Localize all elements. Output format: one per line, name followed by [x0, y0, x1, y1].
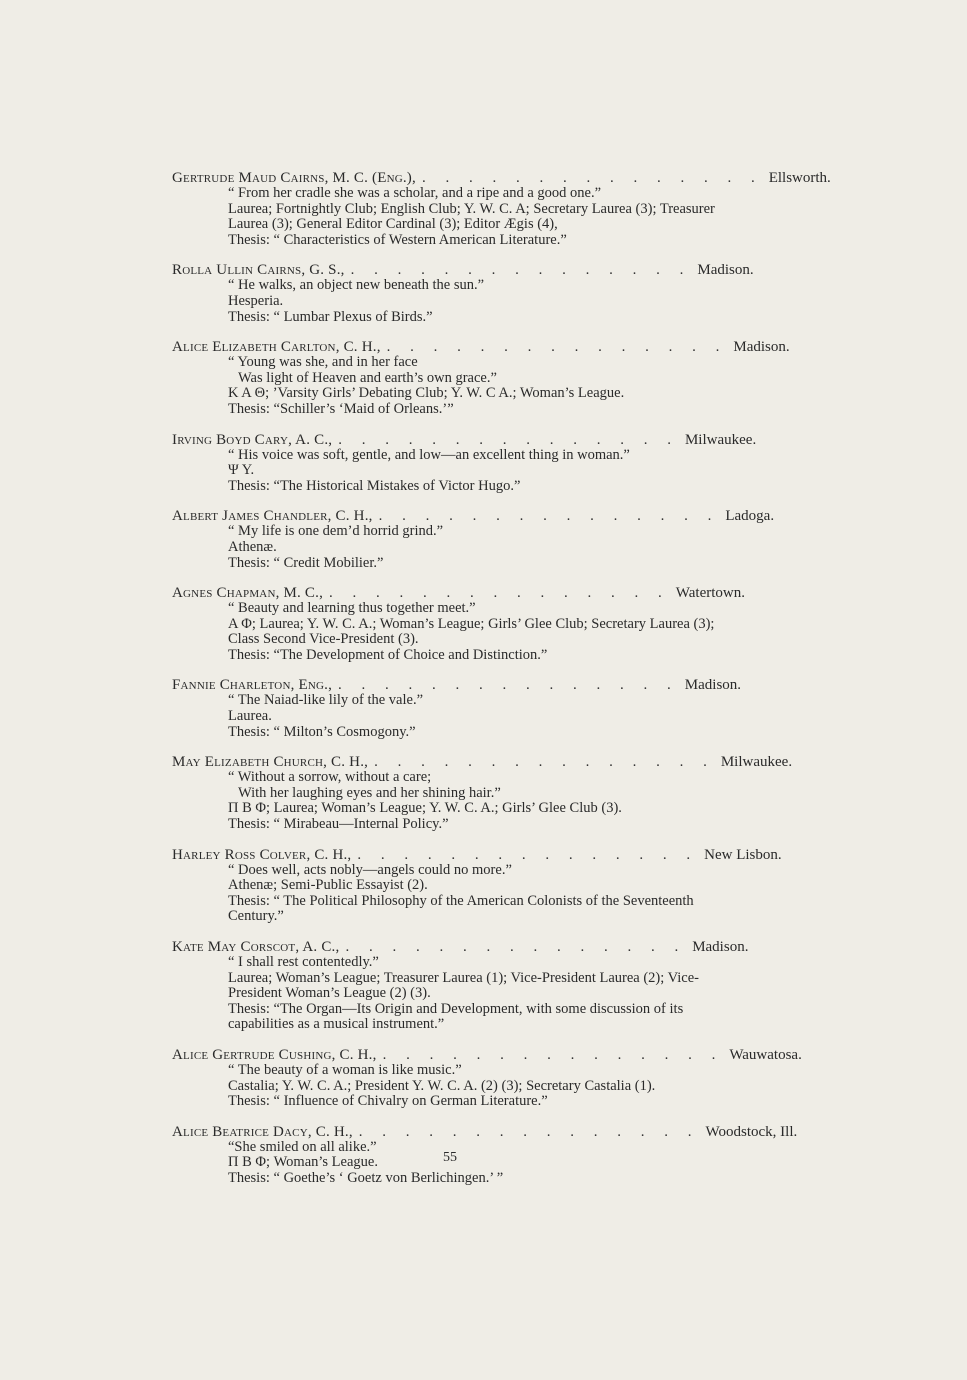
entry-thesis: Thesis: “The Historical Mistakes of Victor Hugo.”: [228, 477, 521, 494]
list-item: [172, 1046, 802, 1110]
entry-thesis: Thesis: “ Influence of Chivalry on German Literature.”: [228, 1093, 548, 1110]
entry-town: Madison.: [684, 677, 742, 694]
entry-quote: “ The Naiad-like lily of the vale.”: [228, 692, 423, 709]
list-item: [172, 677, 742, 740]
entry-quote: “ From her cradle she was a scholar, and a ripe and a good one.”: [228, 185, 602, 201]
entry-quote: Was light of Heaven and earth’s own grace.”: [238, 369, 497, 386]
leader-dots: . . . . . . . . . . . . . . .: [378, 508, 720, 525]
entry-name: Rolla Ullin Cairns, G. S.,: [172, 262, 345, 279]
entry-quote: “ Without a sorrow, without a care;: [228, 769, 432, 786]
entry-societies: Laurea; Fortnightly Club; English Club; Y. W. C. A; Secretary Laurea (3); Treasurer Laurea (3); General Editor Cardinal (3); Editor Ægis (4),: [228, 200, 715, 233]
entry-name: Harley Ross Colver, C. H.,: [172, 846, 352, 863]
entry-thesis: Thesis: “ The Political Philosophy of the American Colonists of the Seventeenth Century.”: [228, 892, 694, 925]
leader-dots: . . . . . . . . . . . . . . .: [350, 262, 692, 279]
leader-dots: . . . . . . . . . . . . . . .: [358, 1123, 700, 1140]
entry-quote: With her laughing eyes and her shining hair.”: [238, 784, 501, 801]
entry-thesis: Thesis: “ Milton’s Cosmogony.”: [228, 723, 416, 740]
entry-name: Alice Beatrice Dacy, C. H.,: [172, 1123, 353, 1140]
entry-societies: Hesperia.: [228, 292, 284, 309]
list-item: [172, 262, 754, 325]
leader-dots: . . . . . . . . . . . . . . .: [382, 1046, 724, 1063]
list-item: [172, 846, 782, 925]
entry-name: Irving Boyd Cary, A. C.,: [172, 431, 333, 448]
entry-societies: Π Β Φ; Woman’s League.: [228, 1154, 378, 1171]
leader-dots: . . . . . . . . . . . . . . .: [338, 431, 679, 448]
leader-dots: . . . . . . . . . . . . . . .: [345, 939, 687, 955]
entry-town: Madison.: [697, 262, 754, 279]
leader-dots: . . . . . . . . . . . . . . .: [329, 585, 670, 602]
entry-name: May Elizabeth Church, C. H.,: [172, 754, 369, 771]
entry-town: Milwaukee.: [720, 754, 793, 771]
entry-thesis: Thesis: “Schiller’s ‘Maid of Orleans.’”: [228, 400, 454, 417]
entry-thesis: Thesis: “ Mirabeau—Internal Policy.”: [228, 816, 449, 833]
entry-town: Woodstock, Ill.: [705, 1123, 798, 1140]
entry-quote: “She smiled on all alike.”: [228, 1138, 377, 1155]
entries-list: [172, 170, 831, 1201]
list-item: [172, 508, 775, 571]
list-item: [172, 585, 745, 663]
entry-town: Madison.: [692, 939, 749, 955]
entry-societies: Α Φ; Laurea; Y. W. C. A.; Woman’s League; Girls’ Glee Club; Secretary Laurea (3); Class Second Vice-President (3).: [228, 615, 715, 648]
list-item: [172, 939, 749, 1033]
entry-town: Milwaukee.: [684, 431, 757, 448]
page-number: 55: [443, 1150, 457, 1165]
entry-quote: “ He walks, an object new beneath the sun.”: [228, 277, 485, 294]
entry-name: Albert James Chandler, C. H.,: [172, 508, 373, 525]
entry-name: Alice Elizabeth Carlton, C. H.,: [172, 339, 381, 356]
leader-dots: . . . . . . . . . . . . . . .: [338, 677, 679, 694]
entry-thesis: Thesis: “ Credit Mobilier.”: [228, 554, 384, 571]
entry-town: Ladoga.: [725, 508, 775, 525]
entry-societies: Laurea; Woman’s League; Treasurer Laurea (1); Vice-President Laurea (2); Vice-President Woman’s League (2) (3).: [228, 969, 699, 1002]
entry-societies: Π Β Φ; Laurea; Woman’s League; Y. W. C. A.; Girls’ Glee Club (3).: [228, 800, 622, 817]
list-item: [172, 754, 793, 833]
entry-town: New Lisbon.: [704, 846, 782, 863]
entry-societies: Castalia; Y. W. C. A.; President Y. W. C. A. (2) (3); Secretary Castalia (1).: [228, 1077, 656, 1094]
entry-town: Watertown.: [675, 585, 745, 602]
entry-quote: “ His voice was soft, gentle, and low—an excellent thing in woman.”: [228, 446, 630, 463]
entry-town: Madison.: [733, 339, 790, 356]
entry-name: Fannie Charleton, Eng.,: [172, 677, 333, 694]
entry-societies: Ψ Υ.: [228, 462, 255, 479]
entry-thesis: Thesis: “The Development of Choice and Distinction.”: [228, 646, 548, 663]
entry-name: Agnes Chapman, M. C.,: [172, 585, 324, 602]
entry-quote: “ Beauty and learning thus together meet.”: [228, 600, 476, 617]
entry-name: Alice Gertrude Cushing, C. H.,: [172, 1046, 377, 1063]
leader-dots: . . . . . . . . . . . . . . .: [421, 170, 763, 186]
leader-dots: . . . . . . . . . . . . . . .: [386, 339, 728, 356]
entry-town: Ellsworth.: [768, 170, 831, 186]
entry-town: Wauwatosa.: [729, 1046, 802, 1063]
entry-societies: Athenæ.: [228, 538, 277, 555]
entry-quote: “ I shall rest contentedly.”: [228, 954, 379, 970]
list-item: [172, 339, 790, 417]
leader-dots: . . . . . . . . . . . . . . .: [374, 754, 715, 771]
entry-thesis: Thesis: “ Lumbar Plexus of Birds.”: [228, 308, 433, 325]
entry-societies: Κ Α Θ; ’Varsity Girls’ Debating Club; Y. W. C A.; Woman’s League.: [228, 385, 625, 402]
entry-societies: Laurea.: [228, 708, 272, 725]
entry-thesis: Thesis: “The Organ—Its Origin and Development, with some discussion of its capabilities as a musical instrument.”: [228, 1000, 684, 1033]
leader-dots: . . . . . . . . . . . . . . .: [357, 846, 699, 863]
list-item: [172, 431, 757, 495]
entry-quote: “ The beauty of a woman is like music.”: [228, 1061, 462, 1078]
entry-quote: “ Does well, acts nobly—angels could no more.”: [228, 861, 512, 878]
entry-societies: Athenæ; Semi-Public Essayist (2).: [228, 877, 428, 894]
entry-quote: “ My life is one dem’d horrid grind.”: [228, 523, 444, 540]
entry-quote: “ Young was she, and in her face: [228, 354, 418, 371]
entry-thesis: Thesis: “ Goethe’s ‘ Goetz von Berlichingen.’ ”: [228, 1169, 504, 1186]
entry-name: Kate May Corscot, A. C.,: [172, 939, 340, 955]
entry-thesis: Thesis: “ Characteristics of Western American Literature.”: [228, 231, 567, 248]
entry-name: Gertrude Maud Cairns, M. C. (Eng.),: [172, 170, 416, 186]
list-item: [172, 170, 831, 248]
